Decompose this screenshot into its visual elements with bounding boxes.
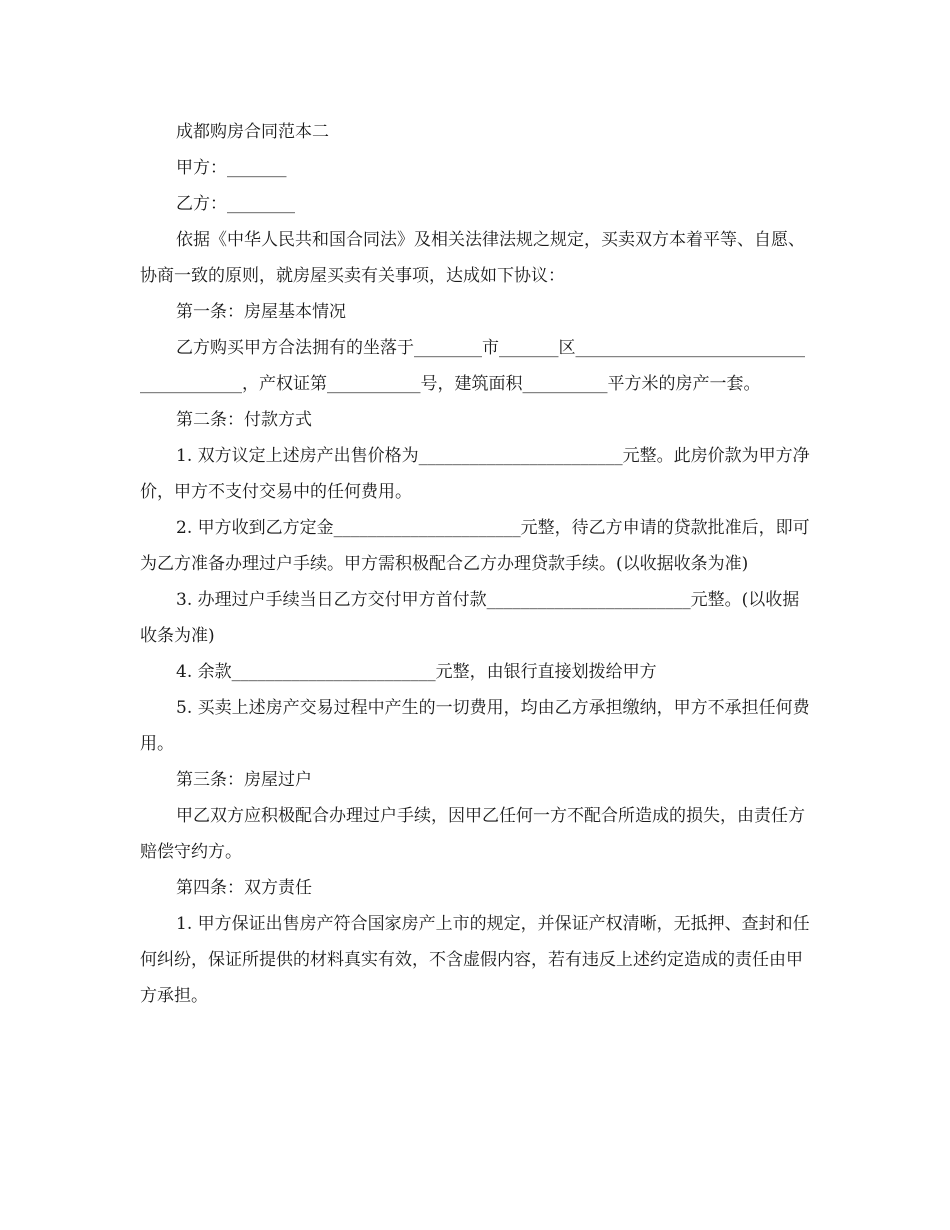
party-b-line: 乙方：________ (176, 194, 295, 214)
article-2-item-5: 5. 买卖上述房产交易过程中产生的一切费用，均由乙方承担缴纳，甲方不承担任何费用。 (140, 698, 810, 754)
article-2-item-2: 2. 甲方收到乙方定金______________________元整，待乙方申请的贷款批准后，即可为乙方准备办理过户手续。甲方需积极配合乙方办理贷款手续。(以收据收条为准) (140, 518, 810, 574)
article-3-body: 甲乙双方应积极配合办理过户手续，因甲乙任何一方不配合所造成的损失，由责任方赔偿守约方。 (140, 806, 805, 862)
article-1-body: 乙方购买甲方合法拥有的坐落于________市_______区_______________________________________，产权证第___________号，建筑面积__________平方米的房产一套。 (140, 338, 805, 394)
article-4-item-1: 1. 甲方保证出售房产符合国家房产上市的规定，并保证产权清晰，无抵押、查封和任何纠纷，保证所提供的材料真实有效，不含虚假内容，若有违反上述约定造成的责任由甲方承担。 (140, 914, 810, 1006)
article-4-title: 第四条：双方责任 (176, 878, 312, 898)
document-title: 成都购房合同范本二 (176, 122, 329, 142)
contract-page (140, 114, 812, 1014)
party-a-line: 甲方：_______ (176, 158, 287, 178)
article-3-title: 第三条：房屋过户 (176, 770, 312, 790)
article-2-item-1: 1. 双方议定上述房产出售价格为________________________元整。此房价款为甲方净价，甲方不支付交易中的任何费用。 (140, 446, 810, 502)
preamble-paragraph: 依据《中华人民共和国合同法》及相关法律法规之规定，买卖双方本着平等、自愿、协商一致的原则，就房屋买卖有关事项，达成如下协议： (140, 230, 805, 286)
article-2-item-3: 3. 办理过户手续当日乙方交付甲方首付款________________________元整。(以收据收条为准) (140, 590, 800, 646)
article-2-item-4: 4. 余款________________________元整，由银行直接划拨给甲方 (176, 662, 657, 682)
article-1-title: 第一条：房屋基本情况 (176, 302, 346, 322)
article-2-title: 第二条：付款方式 (176, 410, 312, 430)
